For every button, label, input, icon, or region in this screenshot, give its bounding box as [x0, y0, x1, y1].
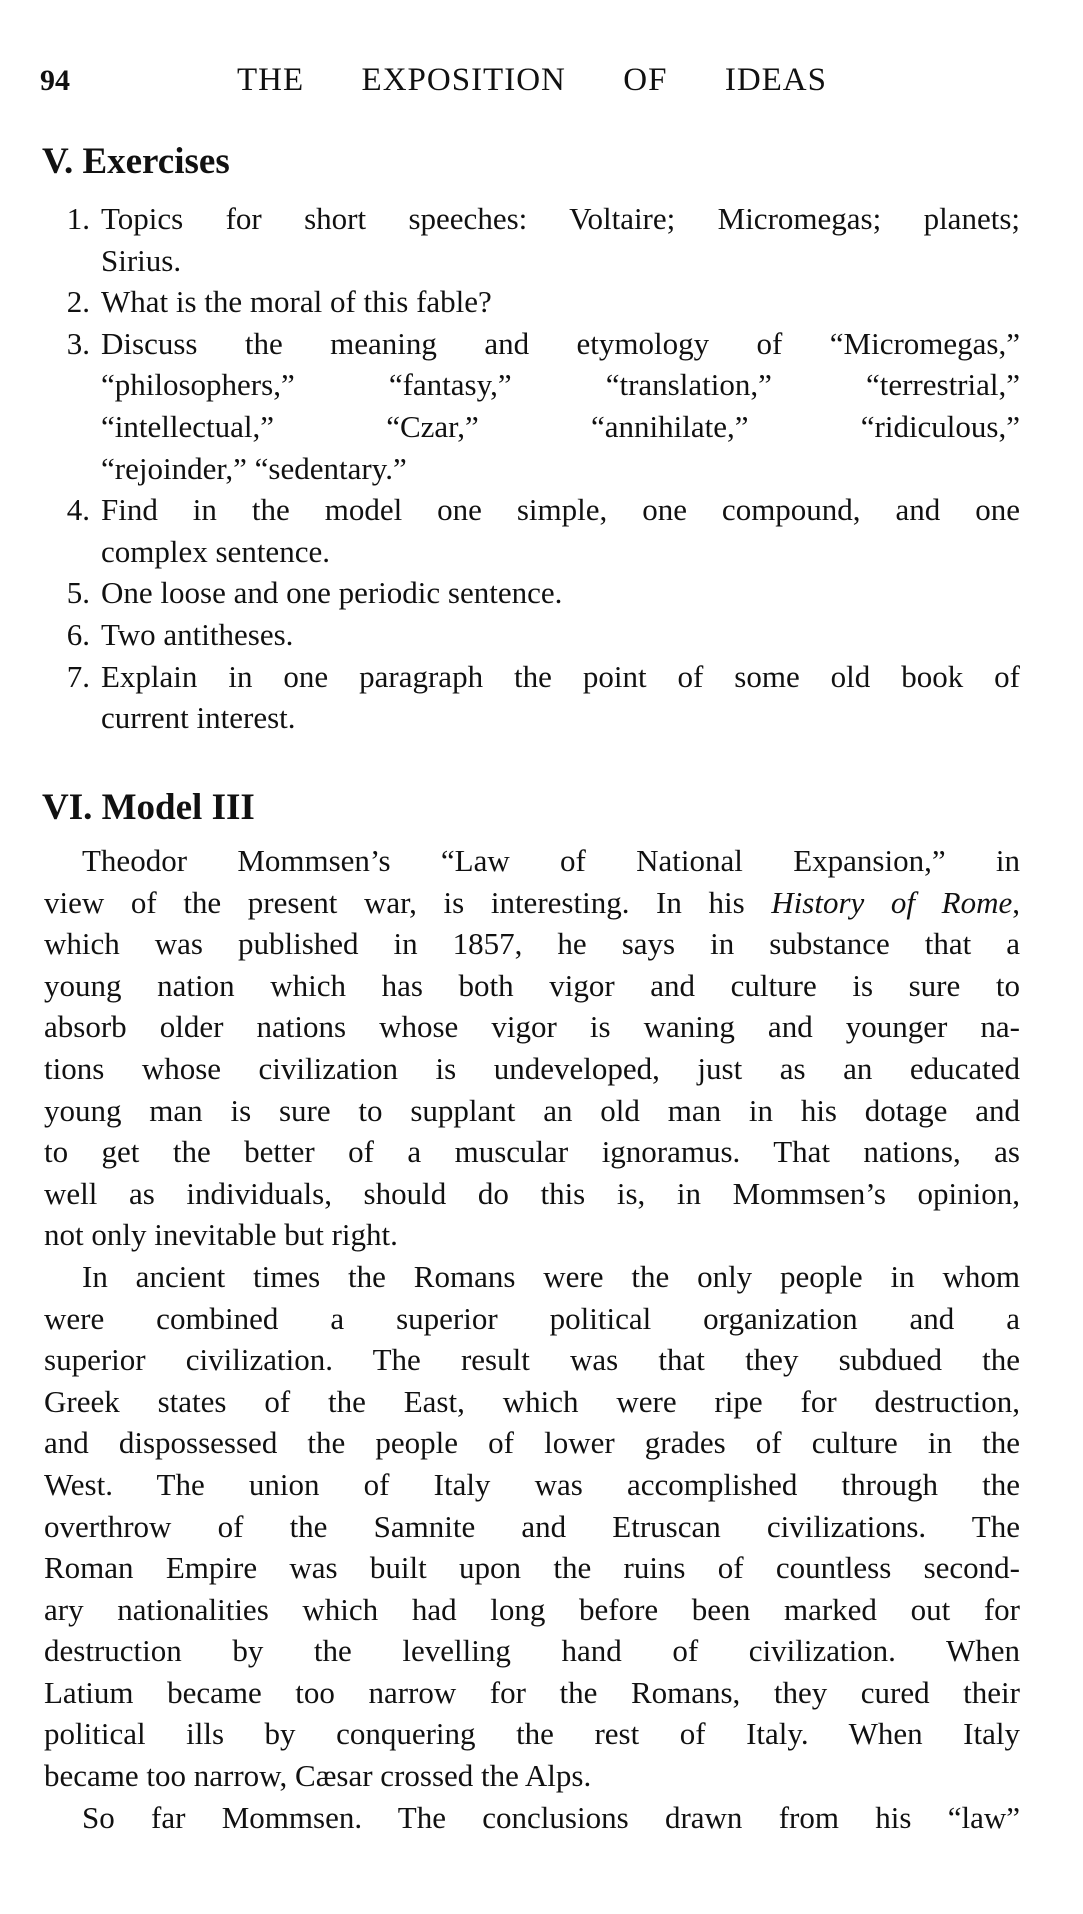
text: view of the present war, is interesting. In his: [44, 884, 772, 920]
item-text: [101, 198, 1020, 281]
item-line: Find in the model one simple, one compound, and one: [101, 492, 1020, 528]
item-line: One loose and one periodic sentence.: [101, 575, 563, 611]
item-text: [101, 656, 1020, 739]
paragraph-line: well as individuals, should do this is, in Mommsen’s opinion,: [44, 1175, 1020, 1211]
paragraph-line: Roman Empire was built upon the ruins of countless second-: [44, 1550, 1020, 1586]
item-line: Two antitheses.: [101, 616, 294, 652]
item-number: 4.: [66, 492, 90, 528]
item-line: What is the moral of this fable?: [101, 284, 492, 320]
paragraph-line: Theodor Mommsen’s “Law of National Expansion,” in: [82, 843, 1020, 878]
exercise-list: [42, 198, 1020, 739]
paragraph-line: which was published in 1857, he says in substance that a: [44, 926, 1020, 962]
item-line: Discuss the meaning and etymology of “Micromegas,”: [101, 325, 1020, 361]
paragraph-line: young nation which has both vigor and culture is sure to: [44, 967, 1020, 1003]
paragraph-line: In ancient times the Romans were the only people in whom: [82, 1258, 1020, 1294]
paragraph-line: Latium became too narrow for the Romans, they cured their: [44, 1674, 1020, 1710]
page-number: 94: [40, 64, 70, 97]
item-text: [101, 281, 1020, 323]
paragraph-line: So far Mommsen. The conclusions drawn from his “law”: [82, 1799, 1020, 1835]
item-number: 6.: [66, 616, 90, 652]
model-heading: VI. Model III: [42, 787, 255, 828]
exercises-heading: V. Exercises: [42, 141, 230, 182]
paragraph-line: political ills by conquering the rest of Italy. When Italy: [44, 1716, 1020, 1752]
item-text: [101, 323, 1020, 489]
paragraph-line: superior civilization. The result was that they subdued the: [44, 1342, 1020, 1378]
item-text: [101, 572, 1020, 614]
exercise-item: [42, 198, 1020, 281]
paragraph-line: West. The union of Italy was accomplished through the: [44, 1466, 1020, 1502]
text: ,: [1012, 884, 1020, 920]
item-line: “intellectual,” “Czar,” “annihilate,” “ridiculous,”: [101, 408, 1020, 444]
exercise-item: [42, 489, 1020, 572]
item-line: Explain in one paragraph the point of some old book of: [101, 658, 1020, 694]
paragraph-line: became too narrow, Cæsar crossed the Alps.: [44, 1758, 592, 1794]
item-line: “philosophers,” “fantasy,” “translation,” “terrestrial,”: [101, 367, 1020, 403]
paragraph-line: [44, 882, 1020, 924]
item-line: Topics for short speeches: Voltaire; Micromegas; planets;: [101, 201, 1020, 236]
item-line: Sirius.: [101, 242, 182, 278]
paragraph-line: were combined a superior political organization and a: [44, 1300, 1020, 1336]
paragraph-line: tions whose civilization is undeveloped, just as an educated: [44, 1050, 1020, 1086]
paragraph-line: not only inevitable but right.: [44, 1217, 398, 1253]
exercise-item: [42, 614, 1020, 656]
exercise-item: [42, 656, 1020, 739]
item-text: [101, 614, 1020, 656]
paragraph-line: and dispossessed the people of lower grades of culture in the: [44, 1425, 1020, 1461]
exercise-item: [42, 281, 1020, 323]
exercise-item: [42, 572, 1020, 614]
item-number: 2.: [66, 284, 90, 320]
item-number: 5.: [66, 575, 90, 611]
paragraph-line: young man is sure to supplant an old man in his dotage and: [44, 1092, 1020, 1128]
paragraph-line: overthrow of the Samnite and Etruscan civilizations. The: [44, 1508, 1020, 1544]
exercise-item: [42, 323, 1020, 489]
item-number: 7.: [66, 658, 90, 694]
book-title: History of Rome: [771, 884, 1013, 920]
paragraph-line: Greek states of the East, which were ripe for destruction,: [44, 1383, 1020, 1419]
item-text: [101, 489, 1020, 572]
item-line: complex sentence.: [101, 533, 330, 569]
item-line: current interest.: [101, 700, 296, 736]
paragraph-line: ary nationalities which had long before been marked out for: [44, 1591, 1020, 1627]
paragraph-line: absorb older nations whose vigor is waning and younger na-: [44, 1009, 1020, 1045]
running-head: THE EXPOSITION OF IDEAS: [237, 62, 827, 98]
item-line: “rejoinder,” “sedentary.”: [101, 450, 407, 486]
model-text: [44, 840, 1020, 1838]
item-number: 3.: [66, 325, 90, 361]
item-number: 1.: [66, 201, 90, 236]
paragraph-line: to get the better of a muscular ignoramus. That nations, as: [44, 1134, 1020, 1170]
paragraph-line: destruction by the levelling hand of civilization. When: [44, 1633, 1020, 1669]
